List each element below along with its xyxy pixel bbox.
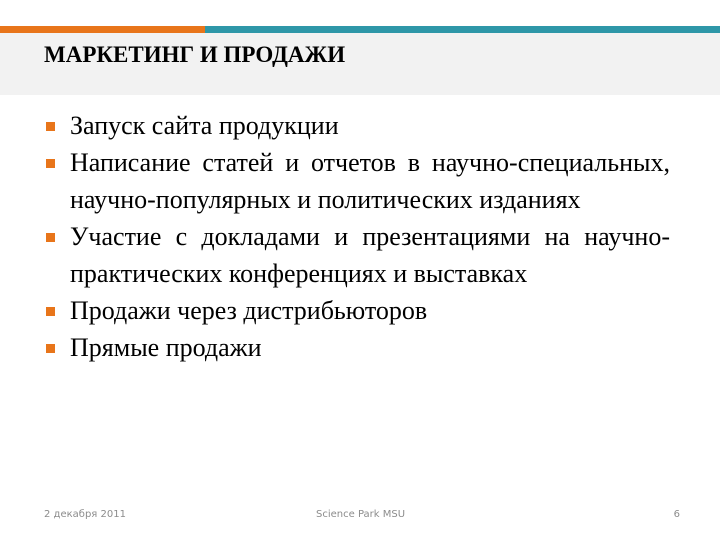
square-bullet-icon	[46, 307, 55, 316]
bullet-text: Прямые продажи	[70, 333, 262, 362]
accent-bar-orange	[0, 26, 205, 33]
bullet-item	[44, 292, 670, 329]
bullet-text: Продажи через дистрибьюторов	[70, 296, 428, 325]
footer-organization: Science Park MSU	[316, 509, 406, 520]
square-bullet-icon	[46, 344, 55, 353]
bullet-item	[44, 218, 670, 292]
accent-bar-teal	[205, 26, 720, 33]
bullet-item	[44, 329, 670, 366]
bullet-list	[44, 107, 670, 366]
bullet-text: Участие с докладами и презентациями на научно-практических конференциях и выставках	[70, 222, 670, 288]
bullet-text: Запуск сайта продукции	[70, 111, 339, 140]
square-bullet-icon	[46, 122, 55, 131]
bullet-item	[44, 107, 670, 144]
square-bullet-icon	[46, 233, 55, 242]
bullet-text: Написание статей и отчетов в научно-специальных, научно-популярных и политических изданиях	[70, 148, 670, 214]
bullet-item	[44, 144, 670, 218]
slide-title: МАРКЕТИНГ И ПРОДАЖИ	[44, 42, 346, 67]
page-number: 6	[673, 509, 680, 520]
footer-date: 2 декабря 2011	[44, 509, 126, 520]
square-bullet-icon	[46, 159, 55, 168]
